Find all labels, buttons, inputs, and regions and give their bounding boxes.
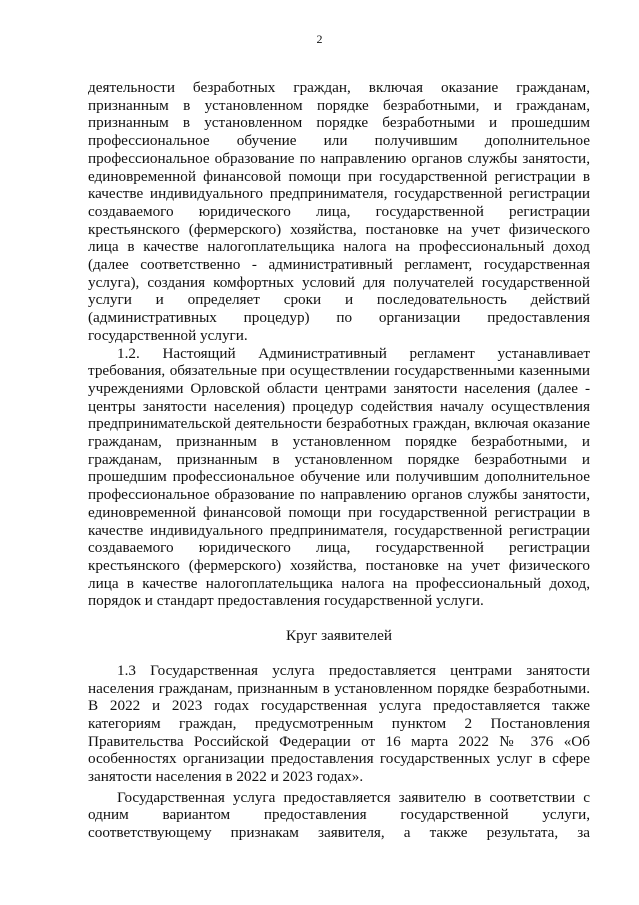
paragraph-1-2: 1.2. Настоящий Административный регламент устанавливает требования, обязательные при осуществлении государственными казенными учреждениями Орловской области центрами занятости населения (далее - центры занятости населения) процедур содействия началу осуществления предпринимательской деятельности безработных граждан, включая оказание гражданам, признанным в установленном порядке безработными, и гражданам, признанным в установленном порядке безработными и прошедшим профессиональное обучение или получившим дополнительное профессиональное образование по направлению органов службы занятости, единовременной финансовой помощи при государственной регистрации в качестве индивидуального предпринимателя, государственной регистрации создаваемого юридического лица, государственной регистрации крестьянского (фермерского) хозяйства, постановке на учет физического лица в качестве налогоплательщика налога на профессиональный доход, порядок и стандарт предоставления государственной услуги. bbox=[88, 344, 590, 610]
paragraph-1-3: 1.3 Государственная услуга предоставляется центрами занятости населения гражданам, признанным в установленном порядке безработными. В 2022 и 2023 годах государственная услуга предоставляется также категориям граждан, предусмотренным пунктом 2 Постановления Правительства Российской Федерации от 16 марта 2022 № 376 «Об особенностях организации предоставления государственных услуг в сфере занятости населения в 2022 и 2023 годах». bbox=[88, 661, 590, 786]
paragraph-continuation: деятельности безработных граждан, включая оказание гражданам, признанным в установленном порядке безработными, и гражданам, признанным в установленном порядке безработными и прошедшим профессиональное обучение или получившим дополнительное профессиональное образование по направлению органов службы занятости, единовременной финансовой помощи при государственной регистрации в качестве индивидуального предпринимателя, государственной регистрации создаваемого юридического лица, государственной регистрации крестьянского (фермерского) хозяйства, постановке на учет физического лица в качестве налогоплательщика налога на профессиональный доход (далее соответственно - административный регламент, государственная услуга), создания комфортных условий для получателей государственной услуги и определяет сроки и последовательность действий (административных процедур) по организации предоставления государственной услуги. bbox=[88, 79, 590, 344]
page-number: 2 bbox=[316, 32, 323, 46]
section-heading: Круг заявителей bbox=[286, 627, 392, 645]
document-body bbox=[88, 79, 590, 842]
paragraph-last: Государственная услуга предоставляется заявителю в соответствии с одним вариантом предоставления государственной услуги, соответствующему признакам заявителя, а также результата, за bbox=[88, 788, 590, 842]
